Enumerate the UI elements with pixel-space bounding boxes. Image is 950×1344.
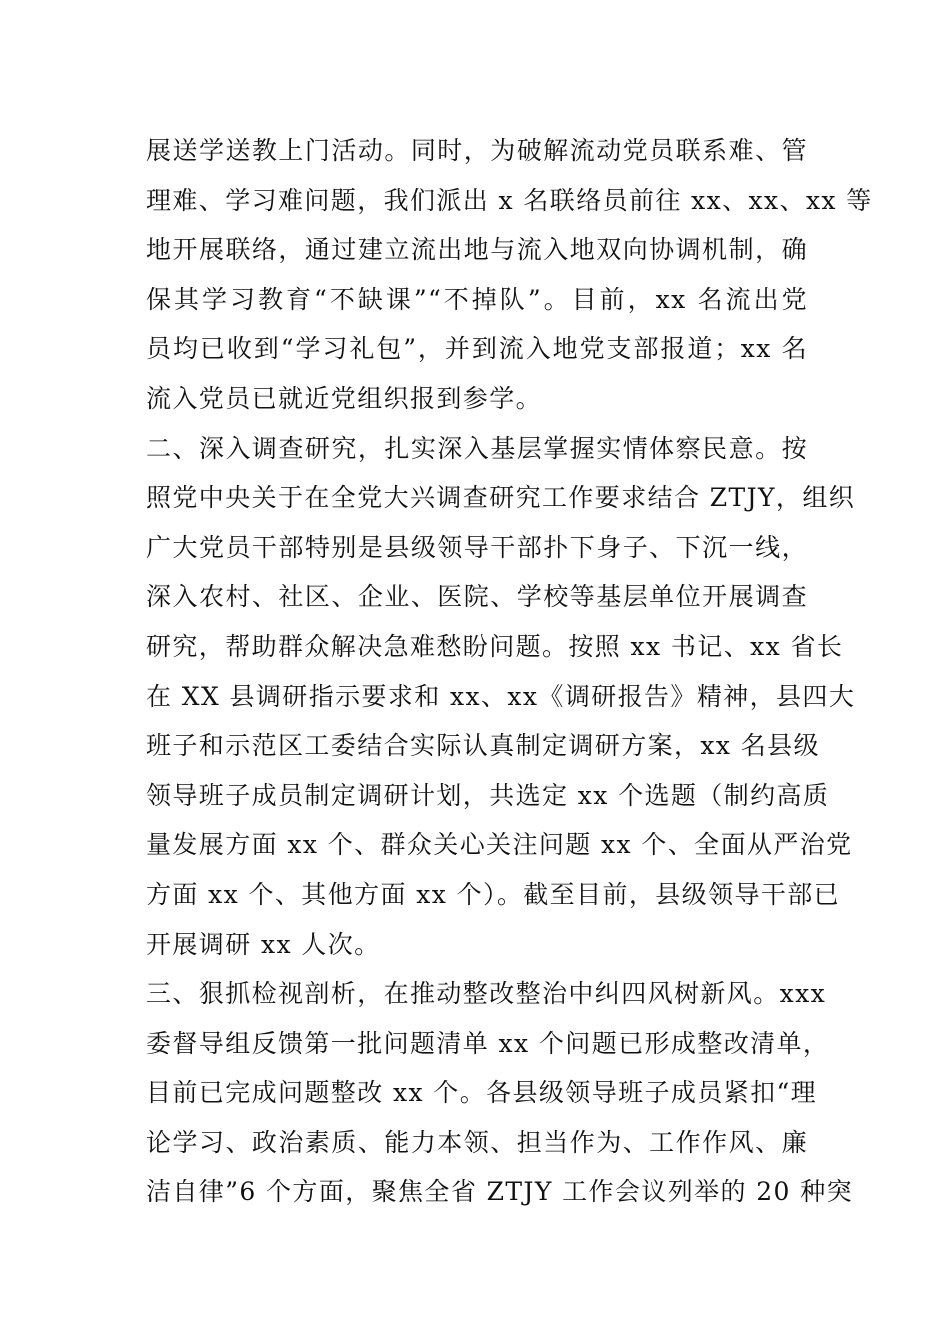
document-line: 方面 xx 个、其他方面 xx 个）。截至目前，县级领导干部已 (146, 879, 841, 909)
document-line: 地开展联络，通过建立流出地与流入地双向协调机制，确 (146, 235, 808, 265)
document-line: 照党中央关于在全党大兴调查研究工作要求结合 ZTJY，组织 (146, 483, 856, 513)
document-line: 员均已收到“学习礼包”，并到流入地党支部报道；xx 名 (146, 334, 808, 364)
document-line: 保其学习教育“不缺课”“不掉队”。目前，xx 名流出党 (146, 284, 808, 314)
document-body (146, 126, 873, 1217)
document-line: 流入党员已就近党组织报到参学。 (146, 383, 543, 413)
document-line: 开展调研 xx 人次。 (146, 929, 381, 959)
document-line: 研究，帮助群众解决急难愁盼问题。按照 xx 书记、xx 省长 (146, 631, 844, 661)
document-line: 深入农村、社区、企业、医院、学校等基层单位开展调查 (146, 582, 808, 612)
document-line: 三、狠抓检视剖析，在推动整改整治中纠四风树新风。xxx (146, 979, 827, 1009)
document-line: 广大党员干部特别是县级领导干部扑下身子、下沉一线， (146, 532, 808, 562)
document-line: 洁自律”6 个方面，聚焦全省 ZTJY 工作会议列举的 20 种突 (146, 1177, 854, 1207)
document-line: 量发展方面 xx 个、群众关心关注问题 xx 个、全面从严治党 (146, 830, 853, 860)
document-line: 二、深入调查研究，扎实深入基层掌握实情体察民意。按 (146, 433, 808, 463)
document-line: 论学习、政治素质、能力本领、担当作为、工作作风、廉 (146, 1127, 808, 1157)
document-line: 在 XX 县调研指示要求和 xx、xx《调研报告》精神，县四大 (146, 681, 856, 711)
document-line: 目前已完成问题整改 xx 个。各县级领导班子成员紧扣“理 (146, 1078, 818, 1108)
document-line: 委督导组反馈第一批问题清单 xx 个问题已形成整改清单， (146, 1028, 830, 1058)
document-line: 理难、学习难问题，我们派出 x 名联络员前往 xx、xx、xx 等 (146, 185, 873, 215)
document-line: 班子和示范区工委结合实际认真制定调研方案，xx 名县级 (146, 731, 820, 761)
document-line: 领导班子成员制定调研计划，共选定 xx 个选题（制约高质 (146, 780, 830, 810)
document-line: 展送学送教上门活动。同时，为破解流动党员联系难、管 (146, 136, 808, 165)
